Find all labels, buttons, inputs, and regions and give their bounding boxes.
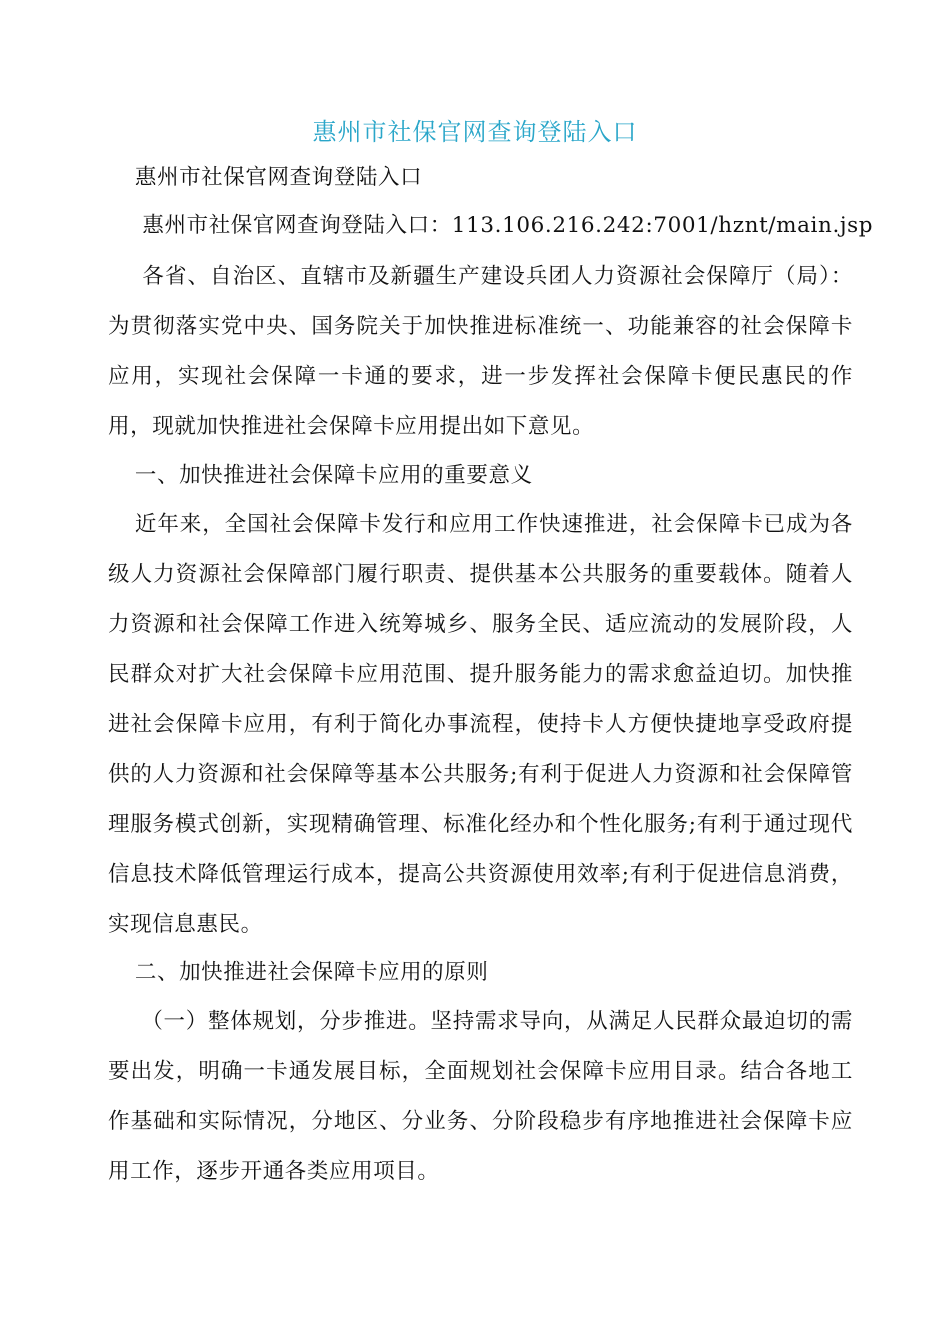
- section-1-heading: 一、加快推进社会保障卡应用的重要意义: [134, 463, 533, 488]
- section-2-heading: 二、加快推进社会保障卡应用的原则: [134, 960, 489, 985]
- subtitle-paragraph: 惠州市社保官网查询登陆入口: [134, 165, 423, 190]
- url-paragraph: 惠州市社保官网查询登陆入口：113.106.216.242:7001/hznt/main.jsp: [142, 213, 874, 238]
- section-2-item-1: （一）整体规划，分步推进。坚持需求导向，从满足人民群众最迫切的需要出发，明确一卡通发展目标，全面规划社会保障卡应用目录。结合各地工作基础和实际情况，分地区、分业务、分阶段稳步有序地推进社会保障卡应用工作，逐步开通各类应用项目。: [108, 1009, 853, 1184]
- intro-paragraph: 各省、自治区、直辖市及新疆生产建设兵团人力资源社会保障厅（局）：为贯彻落实党中央、国务院关于加快推进标准统一、功能兼容的社会保障卡应用，实现社会保障一卡通的要求，进一步发挥社会保障卡便民惠民的作用，现就加快推进社会保障卡应用提出如下意见。: [108, 264, 853, 439]
- document-title: 惠州市社保官网查询登陆入口: [312, 118, 638, 146]
- section-1-body: 近年来，全国社会保障卡发行和应用工作快速推进，社会保障卡已成为各级人力资源社会保障部门履行职责、提供基本公共服务的重要载体。随着人力资源和社会保障工作进入统筹城乡、服务全民、适应流动的发展阶段，人民群众对扩大社会保障卡应用范围、提升服务能力的需求愈益迫切。加快推进社会保障卡应用，有利于简化办事流程，使持卡人方便快捷地享受政府提供的人力资源和社会保障等基本公共服务;有利于促进人力资源和社会保障管理服务模式创新，实现精确管理、标准化经办和个性化服务;有利于通过现代信息技术降低管理运行成本，提高公共资源使用效率;有利于促进信息消费，实现信息惠民。: [108, 512, 853, 937]
